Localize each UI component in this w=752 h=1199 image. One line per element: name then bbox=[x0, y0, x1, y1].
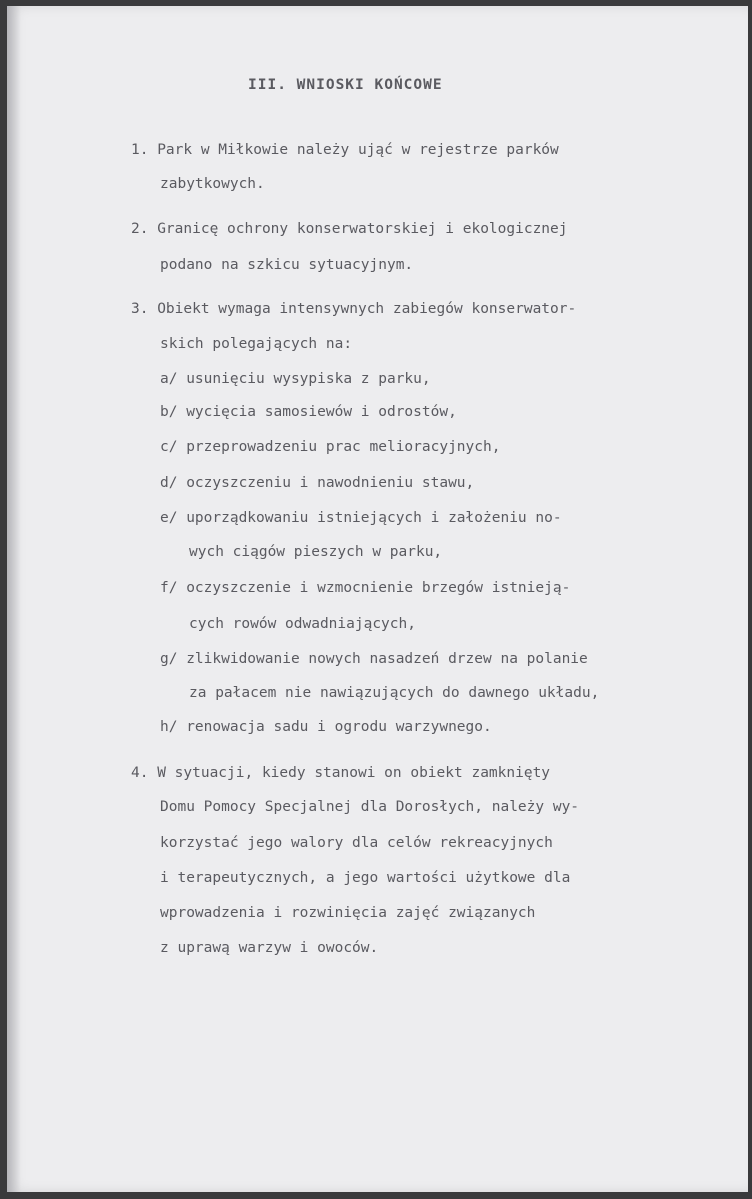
line-13: f/ oczyszczenie i wzmocnienie brzegów istnieją- bbox=[160, 580, 571, 596]
line-22: wprowadzenia i rozwinięcia zajęć związanych bbox=[160, 905, 536, 921]
line-7: a/ usunięciu wysypiska z parku, bbox=[160, 371, 431, 387]
line-19: Domu Pomocy Specjalnej dla Dorosłych, należy wy- bbox=[160, 799, 580, 815]
document-page bbox=[7, 6, 748, 1192]
line-1: 1. Park w Miłkowie należy ująć w rejestrze parków bbox=[131, 142, 559, 158]
line-8: b/ wycięcia samosiewów i odrostów, bbox=[160, 404, 457, 420]
line-21: i terapeutycznych, a jego wartości użytkowe dla bbox=[160, 870, 571, 886]
line-16: za pałacem nie nawiązujących do dawnego układu, bbox=[189, 685, 600, 701]
line-6: skich polegających na: bbox=[160, 336, 353, 352]
line-3: 2. Granicę ochrony konserwatorskiej i ekologicznej bbox=[131, 221, 568, 237]
document-title: III. WNIOSKI KOŃCOWE bbox=[248, 77, 443, 93]
page-edge-shadow bbox=[7, 6, 21, 1192]
line-10: d/ oczyszczeniu i nawodnieniu stawu, bbox=[160, 475, 475, 491]
line-12: wych ciągów pieszych w parku, bbox=[189, 544, 443, 560]
line-18: 4. W sytuacji, kiedy stanowi on obiekt zamknięty bbox=[131, 765, 551, 781]
line-2: zabytkowych. bbox=[160, 176, 265, 192]
line-11: e/ uporządkowaniu istniejących i założeniu no- bbox=[160, 510, 562, 526]
line-17: h/ renowacja sadu i ogrodu warzywnego. bbox=[160, 719, 492, 735]
line-15: g/ zlikwidowanie nowych nasadzeń drzew na polanie bbox=[160, 651, 588, 667]
line-23: z uprawą warzyw i owoców. bbox=[160, 940, 379, 956]
line-4: podano na szkicu sytuacyjnym. bbox=[160, 257, 414, 273]
line-14: cych rowów odwadniających, bbox=[189, 616, 416, 632]
line-9: c/ przeprowadzeniu prac melioracyjnych, bbox=[160, 439, 501, 455]
line-20: korzystać jego walory dla celów rekreacyjnych bbox=[160, 835, 553, 851]
line-5: 3. Obiekt wymaga intensywnych zabiegów konserwator- bbox=[131, 301, 577, 317]
